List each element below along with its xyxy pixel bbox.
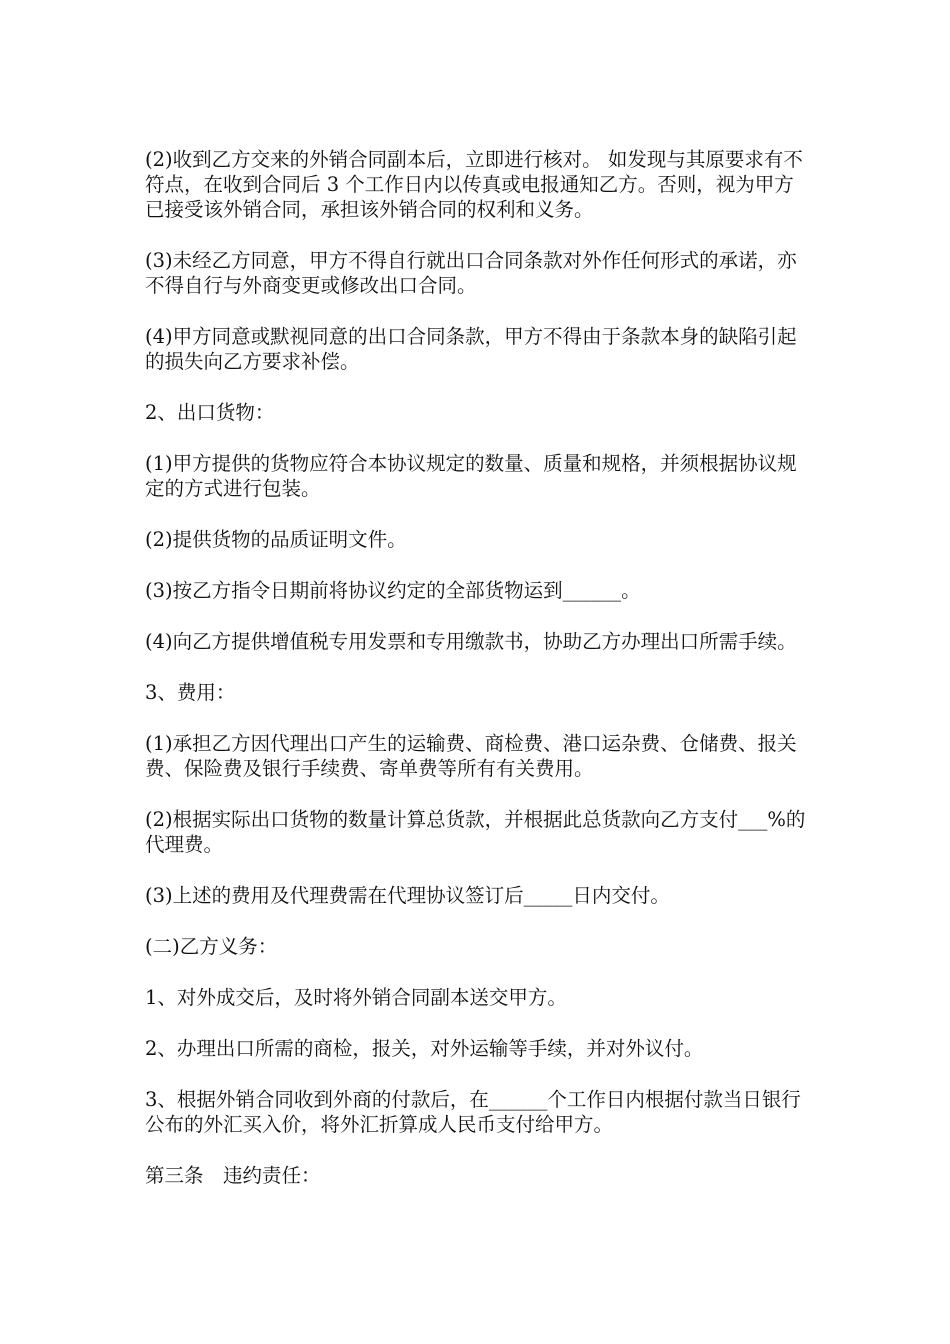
clause-paragraph: (4)甲方同意或默视同意的出口合同条款，甲方不得由于条款本身的缺陷引起的损失向乙方要求补偿。: [145, 325, 797, 373]
clause-paragraph: (2)根据实际出口货物的数量计算总货款，并根据此总货款向乙方支付___%的代理费。: [145, 808, 806, 856]
clause-paragraph: (3)按乙方指令日期前将协议约定的全部货物运到______。: [145, 579, 641, 602]
document-body: [145, 147, 810, 1214]
section-heading: (二)乙方义务：: [145, 935, 278, 958]
clause-paragraph: (2)收到乙方交来的外销合同副本后，立即进行核对。 如发现与其原要求有不符点，在收到合同后 3 个工作日内以传真或电报通知乙方。否则，视为甲方已接受该外销合同，承担该外销合同的权利和义务。: [145, 148, 803, 221]
clause-paragraph: (4)向乙方提供增值税专用发票和专用缴款书，协助乙方办理出口所需手续。: [145, 630, 797, 653]
article-heading: 第三条 违约责任：: [145, 1164, 321, 1187]
clause-paragraph: (3)上述的费用及代理费需在代理协议签订后_____日内交付。: [145, 884, 670, 907]
section-heading: 2、出口货物：: [145, 401, 275, 424]
section-heading: 3、费用：: [145, 681, 236, 704]
clause-paragraph: 1、对外成交后，及时将外销合同副本送交甲方。: [145, 986, 567, 1009]
clause-paragraph: (2)提供货物的品质证明文件。: [145, 528, 407, 551]
clause-paragraph: 3、根据外销合同收到外商的付款后，在______个工作日内根据付款当日银行公布的外汇买入价，将外汇折算成人民币支付给甲方。: [145, 1088, 801, 1136]
clause-paragraph: (3)未经乙方同意，甲方不得自行就出口合同条款对外作任何形式的承诺，亦不得自行与外商变更或修改出口合同。: [145, 249, 797, 297]
clause-paragraph: (1)承担乙方因代理出口产生的运输费、商检费、港口运杂费、仓储费、报关费、保险费及银行手续费、寄单费等所有有关费用。: [145, 732, 797, 780]
clause-paragraph: (1)甲方提供的货物应符合本协议规定的数量、质量和规格，并须根据协议规定的方式进行包装。: [145, 452, 797, 500]
clause-paragraph: 2、办理出口所需的商检，报关，对外运输等手续，并对外议付。: [145, 1037, 704, 1060]
